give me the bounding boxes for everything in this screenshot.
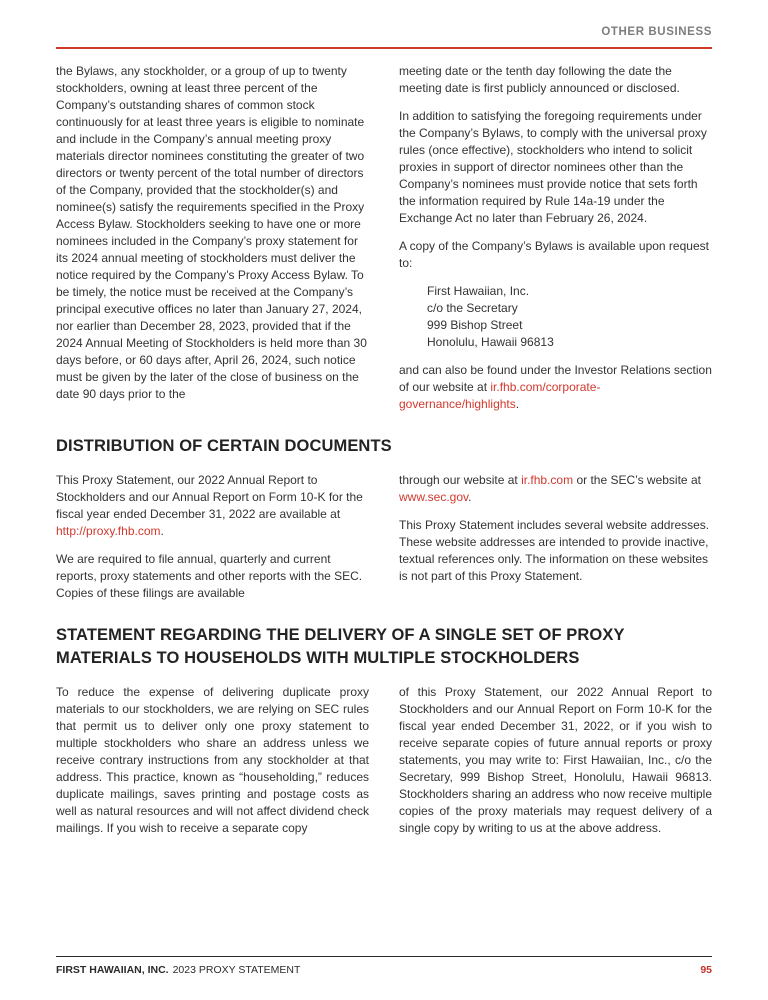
text-segment: . (515, 397, 520, 411)
other-business-right-column (399, 63, 712, 413)
footer-left (56, 964, 300, 976)
other-business-left-column (56, 63, 369, 413)
paragraph (399, 472, 712, 506)
paragraph: the Bylaws, any stockholder, or a group of up to twenty stockholders, owning at least three percent of the Company’s outstanding shares of common stock continuously for at least three years is eligible to nominate and include in the Company’s annual meeting proxy materials director nominees constituting the greater of two directors or twenty percent of the total number of directors of the Company, provided that the stockholder(s) and nominee(s) satisfy the requirements specified in the Proxy Access Bylaw. Stockholders seeking to have one or more nominees included in the Company’s proxy statement for its 2024 annual meeting of stockholders must deliver the notice required by the Company’s Proxy Access Bylaw. To be timely, the notice must be received at the Company’s principal executive offices no later than January 27, 2024, nor earlier than December 28, 2023, provided that if the 2024 Annual Meeting of Stockholders is held more than 30 days before, or 60 days after, April 26, 2024, such notice must be given by the later of the close of business on the date 90 days prior to the (56, 64, 367, 401)
other-business-section (56, 63, 712, 413)
paragraph: This Proxy Statement includes several website addresses. These website addresses are intended to provide inactive, textual references only. The information on these websites is not part of this Proxy Statement. (399, 518, 710, 583)
header-red-rule (56, 47, 712, 49)
paragraph (399, 362, 712, 413)
address-line: Honolulu, Hawaii 96813 (427, 335, 554, 349)
paragraph: To reduce the expense of delivering duplicate proxy materials to our stockholders, we are relying on SEC rules that permit us to deliver only one proxy statement to multiple stockholders who share an address unless we receive contrary instructions from any stockholder at that address. This practice, known as “householding,” reduces duplicate mailings, saves printing and postage costs as well as natural resources and will not affect dividend check mailings. If you wish to receive a separate copy (56, 685, 369, 835)
distribution-section (56, 472, 712, 602)
page-footer (56, 956, 712, 976)
paragraph: of this Proxy Statement, our 2022 Annual Report to Stockholders and our Annual Report on Form 10-K for the fiscal year ended December 31, 2022, or if you wish to receive separate copies of future annual reports or proxy statements, you may write to: First Hawaiian, Inc., c/o the Secretary, 999 Bishop Street, Honolulu, Hawaii 96813. Stockholders sharing an address who now receive multiple copies of the proxy materials may request delivery of a single copy by writing to us at the above address. (399, 685, 712, 835)
paragraph: A copy of the Company’s Bylaws is available upon request to: (399, 239, 709, 270)
company-address-block (427, 283, 712, 351)
householding-left-column (56, 684, 369, 837)
running-header-label: OTHER BUSINESS (601, 26, 712, 38)
text-segment: or the SEC’s website at (573, 473, 701, 487)
address-line: First Hawaiian, Inc. (427, 284, 530, 298)
text-segment: . (160, 524, 164, 538)
proxy-fhb-link[interactable]: http://proxy.fhb.com (56, 524, 161, 538)
distribution-heading: DISTRIBUTION OF CERTAIN DOCUMENTS (56, 437, 392, 455)
sec-gov-link[interactable]: www.sec.gov (399, 490, 469, 504)
address-line: c/o the Secretary (427, 301, 518, 315)
footer-document-title: 2023 PROXY STATEMENT (172, 964, 301, 976)
address-line: 999 Bishop Street (427, 318, 523, 332)
householding-right-column (399, 684, 712, 837)
footer-page-number: 95 (700, 964, 712, 976)
investor-relations-link[interactable]: ir.fhb.com/corporate-governance/highlights (399, 380, 601, 411)
distribution-left-column (56, 472, 369, 602)
paragraph: meeting date or the tenth day following the date the meeting date is first publicly announced or disclosed. (399, 64, 680, 95)
text-segment: This Proxy Statement, our 2022 Annual Report to Stockholders and our Annual Report on Form 10-K for the fiscal year ended December 31, 2022 are available at (56, 473, 363, 521)
text-segment: . (468, 490, 472, 504)
page-header (56, 22, 712, 40)
paragraph (56, 472, 369, 540)
householding-section (56, 684, 712, 837)
footer-company-name: FIRST HAWAIIAN, INC. (56, 964, 169, 976)
paragraph: We are required to file annual, quarterly and current reports, proxy statements and other reports with the SEC. Copies of these filings are available (56, 552, 363, 600)
text-segment: and can also be found under the Investor Relations section of our website at (399, 363, 712, 394)
distribution-right-column (399, 472, 712, 602)
householding-heading: STATEMENT REGARDING THE DELIVERY OF A SINGLE SET OF PROXY MATERIALS TO HOUSEHOLDS WITH MULTIPLE STOCKHOLDERS (56, 626, 625, 667)
text-segment: through our website at (399, 473, 522, 487)
paragraph: In addition to satisfying the foregoing requirements under the Company’s Bylaws, to comply with the universal proxy rules (once effective), stockholders who intend to solicit proxies in support of director nominees other than the Company’s nominees must provide notice that sets forth the information required by Rule 14a-19 under the Exchange Act no later than February 26, 2024. (399, 109, 707, 225)
ir-fhb-link[interactable]: ir.fhb.com (521, 473, 574, 487)
